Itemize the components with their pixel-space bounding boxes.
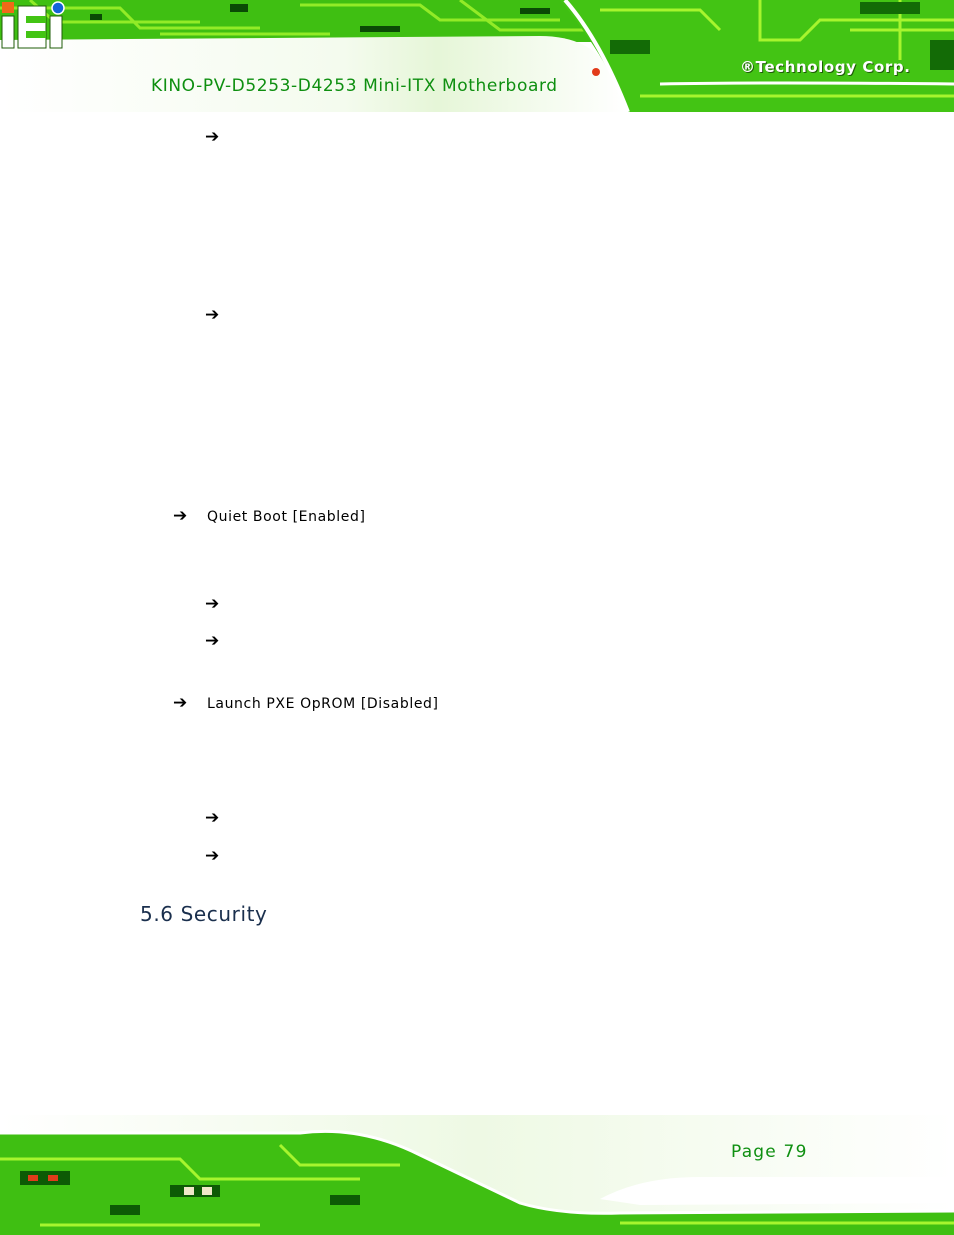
logo-tagline: ®Technology Corp. (740, 58, 911, 76)
section-heading-security: 5.6 Security (140, 902, 268, 926)
arrow-right-icon: ➔ (205, 594, 220, 614)
arrow-right-icon: ➔ (205, 305, 220, 325)
page-header (0, 0, 954, 112)
page-footer (0, 1115, 954, 1235)
arrow-right-icon: ➔ (205, 846, 220, 866)
iei-logo-icon (0, 0, 70, 50)
arrow-right-icon: ➔ (205, 127, 220, 147)
arrow-right-icon: ➔ (205, 808, 220, 828)
arrow-right-icon: ➔ (173, 693, 188, 713)
arrow-right-icon: ➔ (173, 506, 188, 526)
option-quiet-boot: Quiet Boot [Enabled] (207, 509, 366, 525)
arrow-right-icon: ➔ (205, 631, 220, 651)
page-number: Page 79 (731, 1142, 808, 1162)
document-title: KINO-PV-D5253-D4253 Mini-ITX Motherboard (151, 76, 558, 96)
option-launch-pxe-oprom: Launch PXE OpROM [Disabled] (207, 696, 439, 712)
circuit-board-footer-banner (0, 1115, 954, 1235)
